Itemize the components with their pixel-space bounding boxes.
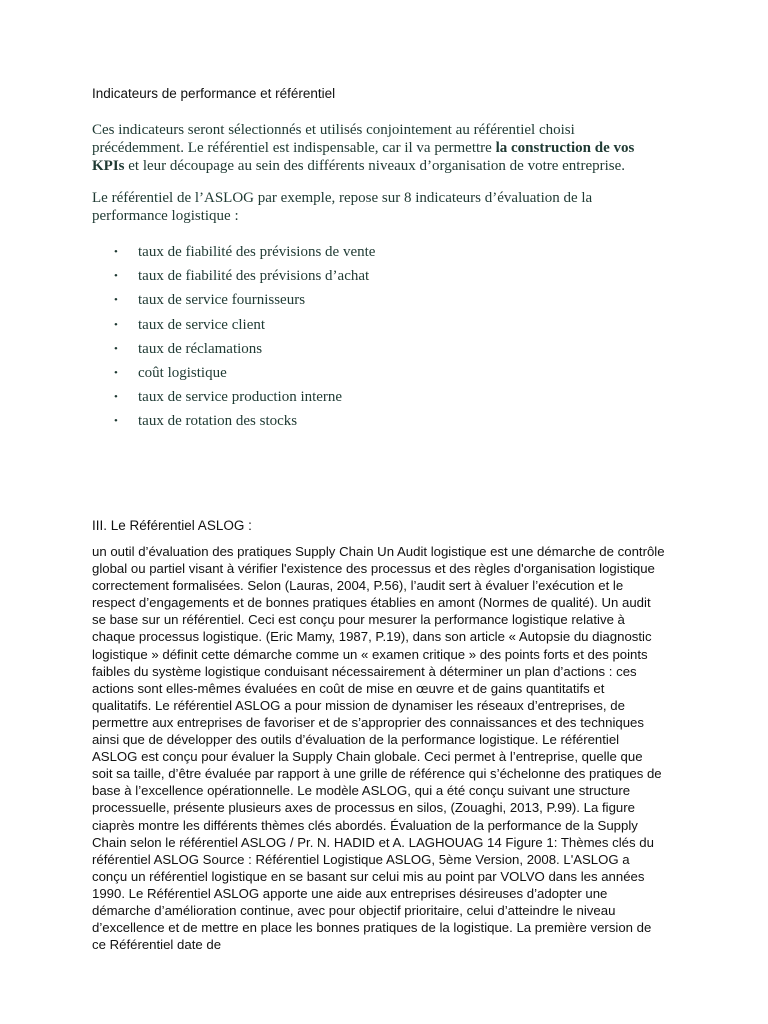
bullet-marker: • xyxy=(114,342,118,355)
bullet-marker: • xyxy=(114,246,118,258)
intro-text-start: Ces indicateurs seront sélectionnés et utilisés conjointement au référentiel choisi précédemment. Le référentiel est indispensable, car il va permettre xyxy=(92,122,575,156)
section-heading-indicateurs: Indicateurs de performance et référentiel xyxy=(92,86,336,101)
intro-text-end: et leur découpage au sein des différents niveaux d’organisation de votre entreprise. xyxy=(124,158,626,174)
list-item-text: taux de rotation des stocks xyxy=(138,413,298,430)
body-paragraph: un outil d’évaluation des pratiques Supply Chain Un Audit logistique est une démarche de contrôle global ou partiel visant à vérifier l'existence des processus et des règles d'organisation logistique correctement formalisées. Selon (Lauras, 2004, P.56), l’audit sert à évaluer l’exécution et le respect d’engagements et de bonnes pratiques établies en amont (Normes de qualité). Un audit se base sur un référentiel. Ceci est conçu pour mesurer la performance logistique relative à chaque processus logistique. (Eric Mamy, 1987, P.19), dans son article « Autopsie du diagnostic logistique » définit cette démarche comme un « examen critique » des points forts et des points faibles du système logistique conduisant nécessairement à déterminer un plan d’actions : ces actions sont elles-mêmes évaluées en coût de mise en œuvre et de gains quantitatifs et qualitatifs. Le référentiel ASLOG a pour mission de dynamiser les réseaux d’entreprises, de permettre aux entreprises de favoriser et de s’approprier des connaissances et des techniques ainsi que de développer des outils d’évaluation de la performance logistique. Le référentiel ASLOG est conçu pour évaluer la Supply Chain globale. Ceci permet à l’entreprise, quelle que soit sa taille, d’être évaluée par rapport à une grille de référence qui s’échelonne des pratiques de base à l’excellence opérationnelle. Le modèle ASLOG, qui a été conçu suivant une structure processuelle, présente plusieurs axes de processus en silos, (Zouaghi, 2013, P.99). La figure ciaprès montre les différents thèmes clés abordés. Évaluation de la performance de la Supply Chain selon le référentiel ASLOG / Pr. N. HADID et A. LAGHOUAG 14 Figure 1: Thèmes clés du référentiel ASLOG Source : Référentiel Logistique ASLOG, 5ème Version, 2008. L'ASLOG a conçu un référentiel logistique en se basant sur celui mis au point par VOLVO dans les années 1990. Le Référentiel ASLOG apporte une aide aux entreprises désireuses d’adopter une démarche d’amélioration continue, avec pour objectif prioritaire, celui d’atteindre le niveau d’excellence et de mettre en place les bonnes pratiques de la logistique. La première version de ce Référentiel date de xyxy=(92,544,665,953)
intro-bold-kpis: la construction de vos KPIs xyxy=(92,140,635,174)
list-item-text: taux de fiabilité des prévisions d’achat xyxy=(138,268,370,285)
bullet-marker: • xyxy=(114,294,118,307)
bullet-marker: • xyxy=(114,415,118,428)
list-item-text: taux de réclamations xyxy=(138,340,263,357)
list-item-text: coût logistique xyxy=(138,364,227,381)
section-heading-referentiel-aslog: III. Le Référentiel ASLOG : xyxy=(92,518,252,533)
list-item-text: taux de service client xyxy=(138,316,266,333)
bullet-marker: • xyxy=(114,366,118,379)
list-item-text: taux de service fournisseurs xyxy=(138,292,306,309)
aslog-intro-paragraph: Le référentiel de l’ASLOG par exemple, repose sur 8 indicateurs d’évaluation de la performance logistique : xyxy=(92,190,593,224)
list-item-text: taux de fiabilité des prévisions de vente xyxy=(138,244,376,260)
intro-paragraph xyxy=(92,121,652,175)
list-item-text: taux de service production interne xyxy=(138,389,343,406)
bullet-marker: • xyxy=(114,270,118,283)
bullet-marker: • xyxy=(114,391,118,404)
bullet-marker: • xyxy=(114,318,118,331)
